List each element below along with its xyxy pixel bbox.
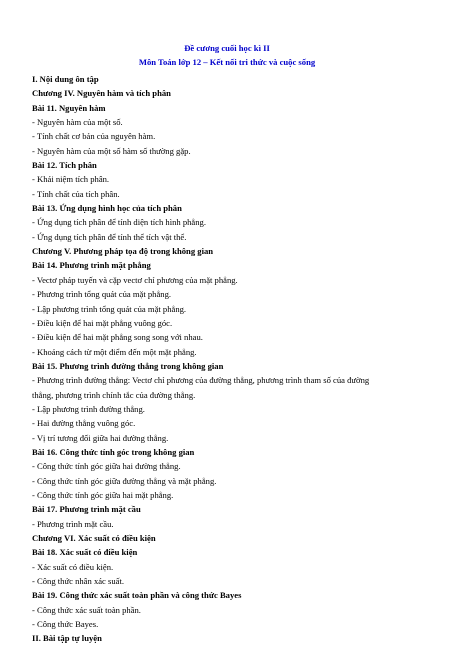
outline-item: - Khoảng cách từ một điểm đến một mặt phẳng. xyxy=(32,346,197,357)
outline-item: - Tính chất cơ bản của nguyên hàm. xyxy=(32,131,156,142)
document-subtitle: Môn Toán lớp 12 – Kết nối tri thức và cuộc sống xyxy=(138,57,316,67)
document-title: Đề cương cuối học kì II xyxy=(184,43,270,53)
outline-item: - Công thức tính góc giữa đường thẳng và mặt phẳng. xyxy=(32,475,217,486)
outline-item: - Nguyên hàm của một số. xyxy=(32,117,123,128)
outline-item: - Xác suất có điều kiện. xyxy=(32,561,114,572)
outline-item: thẳng, phương trình chính tắc của đường thẳng. xyxy=(32,389,196,400)
section-heading: Bài 19. Công thức xác suất toàn phần và công thức Bayes xyxy=(32,590,242,601)
document-page xyxy=(32,41,422,646)
outline-item: - Vị trí tương đối giữa hai đường thẳng. xyxy=(32,432,169,443)
section-heading: II. Bài tập tự luyện xyxy=(32,633,102,644)
section-heading: Bài 18. Xác suất có điều kiện xyxy=(32,547,138,558)
outline-item: - Công thức tính góc giữa hai mặt phẳng. xyxy=(32,489,174,500)
section-heading: Bài 15. Phương trình đường thẳng trong không gian xyxy=(32,360,224,371)
section-heading: Bài 12. Tích phân xyxy=(32,160,97,171)
outline-item: - Công thức nhân xác suất. xyxy=(32,576,125,587)
outline-item: - Ứng dụng tích phân để tính diện tích hình phẳng. xyxy=(32,217,206,228)
outline-item: - Công thức xác suất toàn phần. xyxy=(32,604,141,615)
outline-item: - Công thức tính góc giữa hai đường thẳng. xyxy=(32,461,181,472)
outline-item: - Hai đường thẳng vuông góc. xyxy=(32,418,136,429)
outline-item: - Điều kiện để hai mặt phẳng song song với nhau. xyxy=(32,332,203,343)
section-heading: Chương V. Phương pháp tọa độ trong không gian xyxy=(32,246,214,257)
outline-item: - Tính chất của tích phân. xyxy=(32,188,120,199)
section-heading: I. Nội dung ôn tập xyxy=(32,74,99,84)
section-heading: Bài 14. Phương trình mặt phẳng xyxy=(32,260,151,271)
section-heading: Bài 17. Phương trình mặt cầu xyxy=(32,504,141,515)
outline-item: - Ứng dụng tích phân để tính thể tích vật thể. xyxy=(32,231,187,242)
outline-item: - Lập phương trình tổng quát của mặt phẳng. xyxy=(32,303,187,314)
section-heading: Chương VI. Xác suất có điều kiện xyxy=(32,533,156,543)
outline-item: - Phương trình đường thẳng: Vectơ chỉ phương của đường thẳng, phương trình tham số của đường xyxy=(32,375,370,386)
outline-item: - Nguyên hàm của một số hàm số thường gặp. xyxy=(32,145,191,156)
section-heading: Chương IV. Nguyên hàm và tích phân xyxy=(32,88,171,99)
outline-item: - Công thức Bayes. xyxy=(32,619,99,630)
outline-item: - Phương trình tổng quát của mặt phẳng. xyxy=(32,289,172,300)
document-body xyxy=(32,72,422,646)
outline-item: - Phương trình mặt cầu. xyxy=(32,518,114,529)
section-heading: Bài 11. Nguyên hàm xyxy=(32,102,106,113)
outline-item: - Lập phương trình đường thẳng. xyxy=(32,403,145,414)
outline-item: - Điều kiện để hai mặt phẳng vuông góc. xyxy=(32,317,173,328)
outline-item: - Vectơ pháp tuyến và cặp vectơ chỉ phương của mặt phẳng. xyxy=(32,274,238,285)
outline-item: - Khái niệm tích phân. xyxy=(32,174,110,185)
section-heading: Bài 13. Ứng dụng hình học của tích phân xyxy=(32,203,182,214)
section-heading: Bài 16. Công thức tính góc trong không gian xyxy=(32,446,195,457)
